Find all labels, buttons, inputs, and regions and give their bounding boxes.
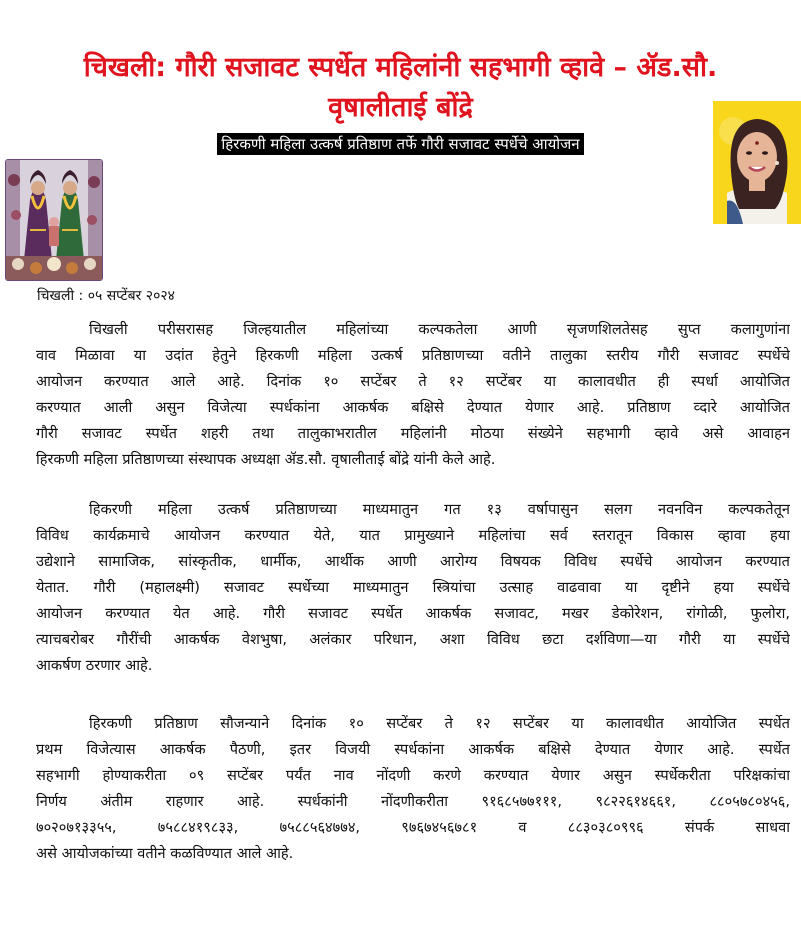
paragraph-line: विविध कार्यक्रमाचे आयोजन करण्यात येते, यात प्रामुख्याने महिलांचा सर्व स्तरातून विकास व्हावा हया: [36, 527, 790, 544]
paragraph-1: [36, 317, 790, 473]
paragraph-line: प्रथम विजेत्यास आकर्षक पैठणी, इतर विजयी स्पर्धकांना आकर्षक बक्षिसे देण्यात येणार आहे. स्पर्धेत: [36, 741, 790, 758]
paragraph-line: हिकरणी महिला उत्कर्ष प्रतिष्ठाणच्या माध्यमातुन गत १३ वर्षापासुन सलग नवनविन कल्पकतेतून: [89, 501, 790, 518]
gauri-idols-photo: [5, 159, 103, 281]
paragraph-line: त्याचबरोबर गौरींची आकर्षक वेशभुषा, अलंकार परिधान, अशा विविध छटा दर्शविणा—या गौरी या स्पर्धेचे: [36, 631, 790, 648]
paragraph-line: हिरकणी महिला प्रतिष्ठाणच्या संस्थापक अध्यक्षा ॲड.सौ. वृषालीताई बोंद्रे यांनी केले आहे.: [36, 451, 496, 468]
headline-line-2: वृषालीताई बोंद्रे: [328, 92, 473, 124]
paragraph-line: आयोजन करण्यात आले आहे. दिनांक १० सप्टेंबर ते १२ सप्टेंबर या कालावधीत ही स्पर्धा आयोजित: [36, 373, 790, 390]
paragraph-2: [36, 497, 790, 679]
paragraph-line: वाव मिळावा या उदांत हेतुने हिरकणी महिला उत्कर्ष प्रतिष्ठाणच्या वतीने तालुका स्तरीय गौरी सजावट स्पर्धेचे: [36, 347, 790, 364]
paragraph-line: ७०२०७१३३५५, ७५८८४१९८३३, ७५८८५६४७७४, ९७६७४५६७८१ व ८८३०३८०९९६ संपर्क साधवा: [36, 819, 790, 836]
portrait-photo: [713, 101, 801, 224]
paragraph-line: करण्यात आली असुन विजेत्या स्पर्धकांना आकर्षक बक्षिसे देण्यात येणार आहे. प्रतिष्ठाण व्दारे आयोजित: [36, 399, 790, 416]
paragraph-line: गौरी सजावट स्पर्धेत शहरी तथा तालुकाभरातील महिलांनी मोठया संख्येने सहभागी व्हावे असे आवाहन: [36, 425, 790, 442]
dateline: चिखली : ०५ सप्टेंबर २०२४: [37, 288, 175, 304]
paragraph-3: [36, 711, 790, 867]
paragraph-line: असे आयोजकांच्या वतीने कळविण्यात आले आहे.: [36, 845, 294, 862]
paragraph-line: आयोजन करण्यात येत आहे. गौरी सजावट स्पर्धेत आकर्षक सजावट, मखर डेकोरेशन, रांगोळी, फुलोरा,: [36, 605, 790, 622]
paragraph-line: उद्येशाने सामाजिक, सांस्कृतीक, धार्मीक, आर्थीक आणी आरोग्य विषयक विविध स्पर्धेचे आयोजन करण्यात: [36, 553, 790, 570]
paragraph-line: येतात. गौरी (महालक्ष्मी) सजावट स्पर्धेच्या माध्यमातुन स्त्रियांचा उत्साह वाढवावा या दृष्टीने हया स्पर्धेचे: [36, 579, 790, 596]
portrait-image-icon: [713, 101, 801, 224]
paragraph-line: निर्णय अंतीम राहणार आहे. स्पर्धकांनी नोंदणीकरीता ९१६८५७७१११, ९८२२६१४६६१, ८८०५७८०४५६,: [36, 793, 790, 810]
headline-line-1: चिखली: गौरी सजावट स्पर्धेत महिलांनी सहभागी व्हावे – ॲड.सौ.: [83, 52, 718, 84]
subheading-container: [0, 133, 801, 155]
paragraph-line: आकर्षण ठरणार आहे.: [36, 657, 153, 674]
paragraph-line: हिरकणी प्रतिष्ठाण सौजन्याने दिनांक १० सप्टेंबर ते १२ सप्टेंबर या कालावधीत आयोजित स्पर्धेत: [89, 715, 790, 732]
subheading: हिरकणी महिला उत्कर्ष प्रतिष्ठाण तर्फे गौरी सजावट स्पर्धेचे आयोजन: [217, 133, 583, 155]
paragraph-line: सहभागी होण्याकरीता ०९ सप्टेंबर पर्यंत नाव नोंदणी करणे करण्यात येणार असुन स्पर्धेकरीता परिक्षकांचा: [36, 767, 790, 784]
gauri-idols-image-icon: [6, 160, 102, 280]
paragraph-line: चिखली परीसरासह जिल्हयातील महिलांच्या कल्पकतेला आणी सृजणशिलतेसह सुप्त कलागुणांना: [89, 321, 790, 338]
